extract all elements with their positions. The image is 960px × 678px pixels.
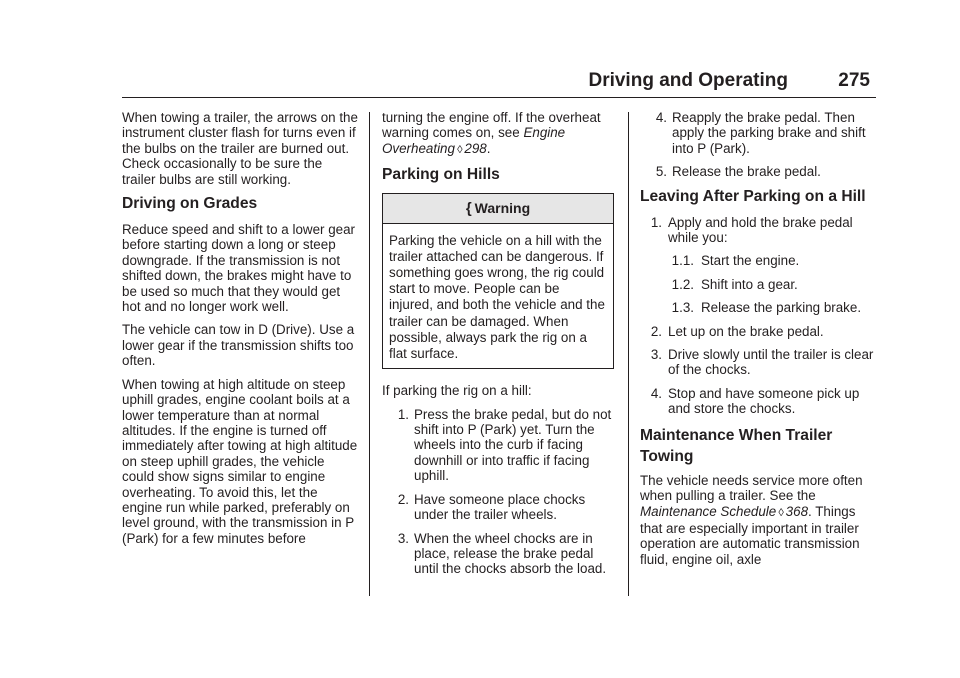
- column-1: [122, 110, 358, 554]
- sub-list-item: [640, 277, 876, 292]
- sub-list-item: [640, 300, 876, 315]
- heading-driving-on-grades: Driving on Grades: [122, 195, 258, 213]
- list-number: 1.: [650, 214, 662, 230]
- warning-icon: {: [465, 200, 472, 218]
- page-ref-icon: ◊: [456, 143, 463, 156]
- list-item: [640, 110, 876, 156]
- heading-parking-on-hills: Parking on Hills: [382, 166, 500, 184]
- list-text: Press the brake pedal, but do not shift into P (Park) yet. Turn the wheels into the curb if facing downhill or into traffic if facing uphill.: [414, 406, 612, 484]
- list-number: 2.: [397, 491, 409, 507]
- sub-list-number: 1.1.: [671, 253, 694, 269]
- column-2: [382, 110, 614, 585]
- list-number: 2.: [650, 323, 662, 339]
- column-divider-1: [369, 112, 370, 596]
- list-number: 4.: [650, 385, 662, 401]
- paragraph-overheat: [382, 110, 614, 158]
- paragraph-drive-gear: The vehicle can tow in D (Drive). Use a lower gear if the transmission shifts too often.: [122, 322, 355, 369]
- section-title: Driving and Operating: [588, 70, 788, 91]
- list-text: Release the brake pedal.: [672, 164, 821, 180]
- sub-list-text: Release the parking brake.: [701, 300, 862, 316]
- ref-period: .: [808, 503, 812, 519]
- list-item: [640, 347, 876, 378]
- list-item: [640, 215, 876, 246]
- paragraph-downgrade: Reduce speed and shift to a lower gear before starting down a long or steep downgrade. If the transmission is not shifted down, the brakes might have to be used so much that they would get hot and no longer work well.: [122, 222, 355, 315]
- page-header: [122, 70, 876, 98]
- page-ref-icon: ◊: [778, 506, 784, 519]
- maintenance-text: The vehicle needs service more often when pulling a trailer. See the: [640, 472, 863, 504]
- paragraph-trailer-arrows: When towing a trailer, the arrows on the instrument cluster flash for turns even if the bulbs on the trailer are burned out. Check occasionally to be sure the trailer bulbs are still working.: [122, 110, 358, 187]
- paragraph-if-parking: If parking the rig on a hill:: [382, 383, 532, 399]
- sub-list-number: 1.2.: [671, 276, 694, 292]
- ref-page: 298: [464, 140, 487, 156]
- list-item: [640, 386, 876, 417]
- column-3: [640, 110, 876, 575]
- ref-title: Engine Overheating: [382, 125, 566, 156]
- list-item: [382, 492, 614, 523]
- list-text: Have someone place chocks under the trailer wheels.: [414, 491, 586, 523]
- ref-title: Maintenance Schedule: [640, 503, 777, 519]
- sub-list-text: Start the engine.: [701, 253, 800, 269]
- list-text: Apply and hold the brake pedal while you:: [668, 214, 853, 246]
- list-number: 1.: [397, 406, 409, 422]
- list-item: [640, 324, 876, 339]
- warning-box: [382, 193, 614, 369]
- list-text: Reapply the brake pedal. Then apply the parking brake and shift into P (Park).: [672, 110, 866, 156]
- warning-label: Warning: [474, 200, 531, 217]
- link-maintenance-schedule[interactable]: [640, 504, 808, 519]
- maintenance-text-2: Things that are especially important in trailer operation are automatic transmission fluid, engine oil, axle: [640, 503, 860, 567]
- list-number: 3.: [650, 347, 662, 363]
- list-text: Stop and have someone pick up and store the chocks.: [668, 385, 860, 417]
- list-text: Let up on the brake pedal.: [668, 323, 824, 339]
- ref-period: .: [486, 140, 491, 156]
- paragraph-high-altitude: When towing at high altitude on steep uphill grades, engine coolant boils at a lower temperature than at normal altitudes. If the engine is turned off immediately after towing at high altitude on steep uphill grades, the vehicle could show signs similar to engine overheating. To avoid this, let the engine run while parked, preferably on level ground, with the transmission in P (Park) for a few minutes before: [122, 376, 358, 546]
- sub-list-item: [640, 253, 876, 268]
- heading-leaving-after-parking: Leaving After Parking on a Hill: [640, 187, 866, 205]
- warning-header: [383, 194, 613, 223]
- warning-text: Parking the vehicle on a hill with the trailer attached can be dangerous. If something goes wrong, the rig could start to move. People can be injured, and both the vehicle and the trailer can be damaged. When possible, always park the rig on a flat surface.: [389, 232, 605, 362]
- list-number: 4.: [655, 110, 667, 125]
- list-item: [382, 531, 614, 577]
- list-item: [382, 407, 614, 484]
- list-number: 5.: [655, 164, 667, 180]
- heading-maintenance-towing: Maintenance When Trailer Towing: [640, 426, 833, 465]
- list-number: 3.: [397, 530, 409, 546]
- list-text: Drive slowly until the trailer is clear of the chocks.: [668, 347, 874, 378]
- ref-page: 368: [785, 503, 809, 519]
- paragraph-maintenance: [640, 473, 876, 567]
- overheat-text: turning the engine off. If the overheat warning comes on, see: [382, 110, 601, 141]
- list-item: [640, 164, 876, 179]
- column-divider-2: [628, 112, 629, 596]
- list-text: When the wheel chocks are in place, release the brake pedal until the chocks absorb the load.: [414, 530, 607, 577]
- sub-list-text: Shift into a gear.: [701, 276, 798, 292]
- page-number: 275: [838, 70, 870, 91]
- header-divider: [122, 97, 876, 98]
- sub-list-number: 1.3.: [671, 300, 694, 316]
